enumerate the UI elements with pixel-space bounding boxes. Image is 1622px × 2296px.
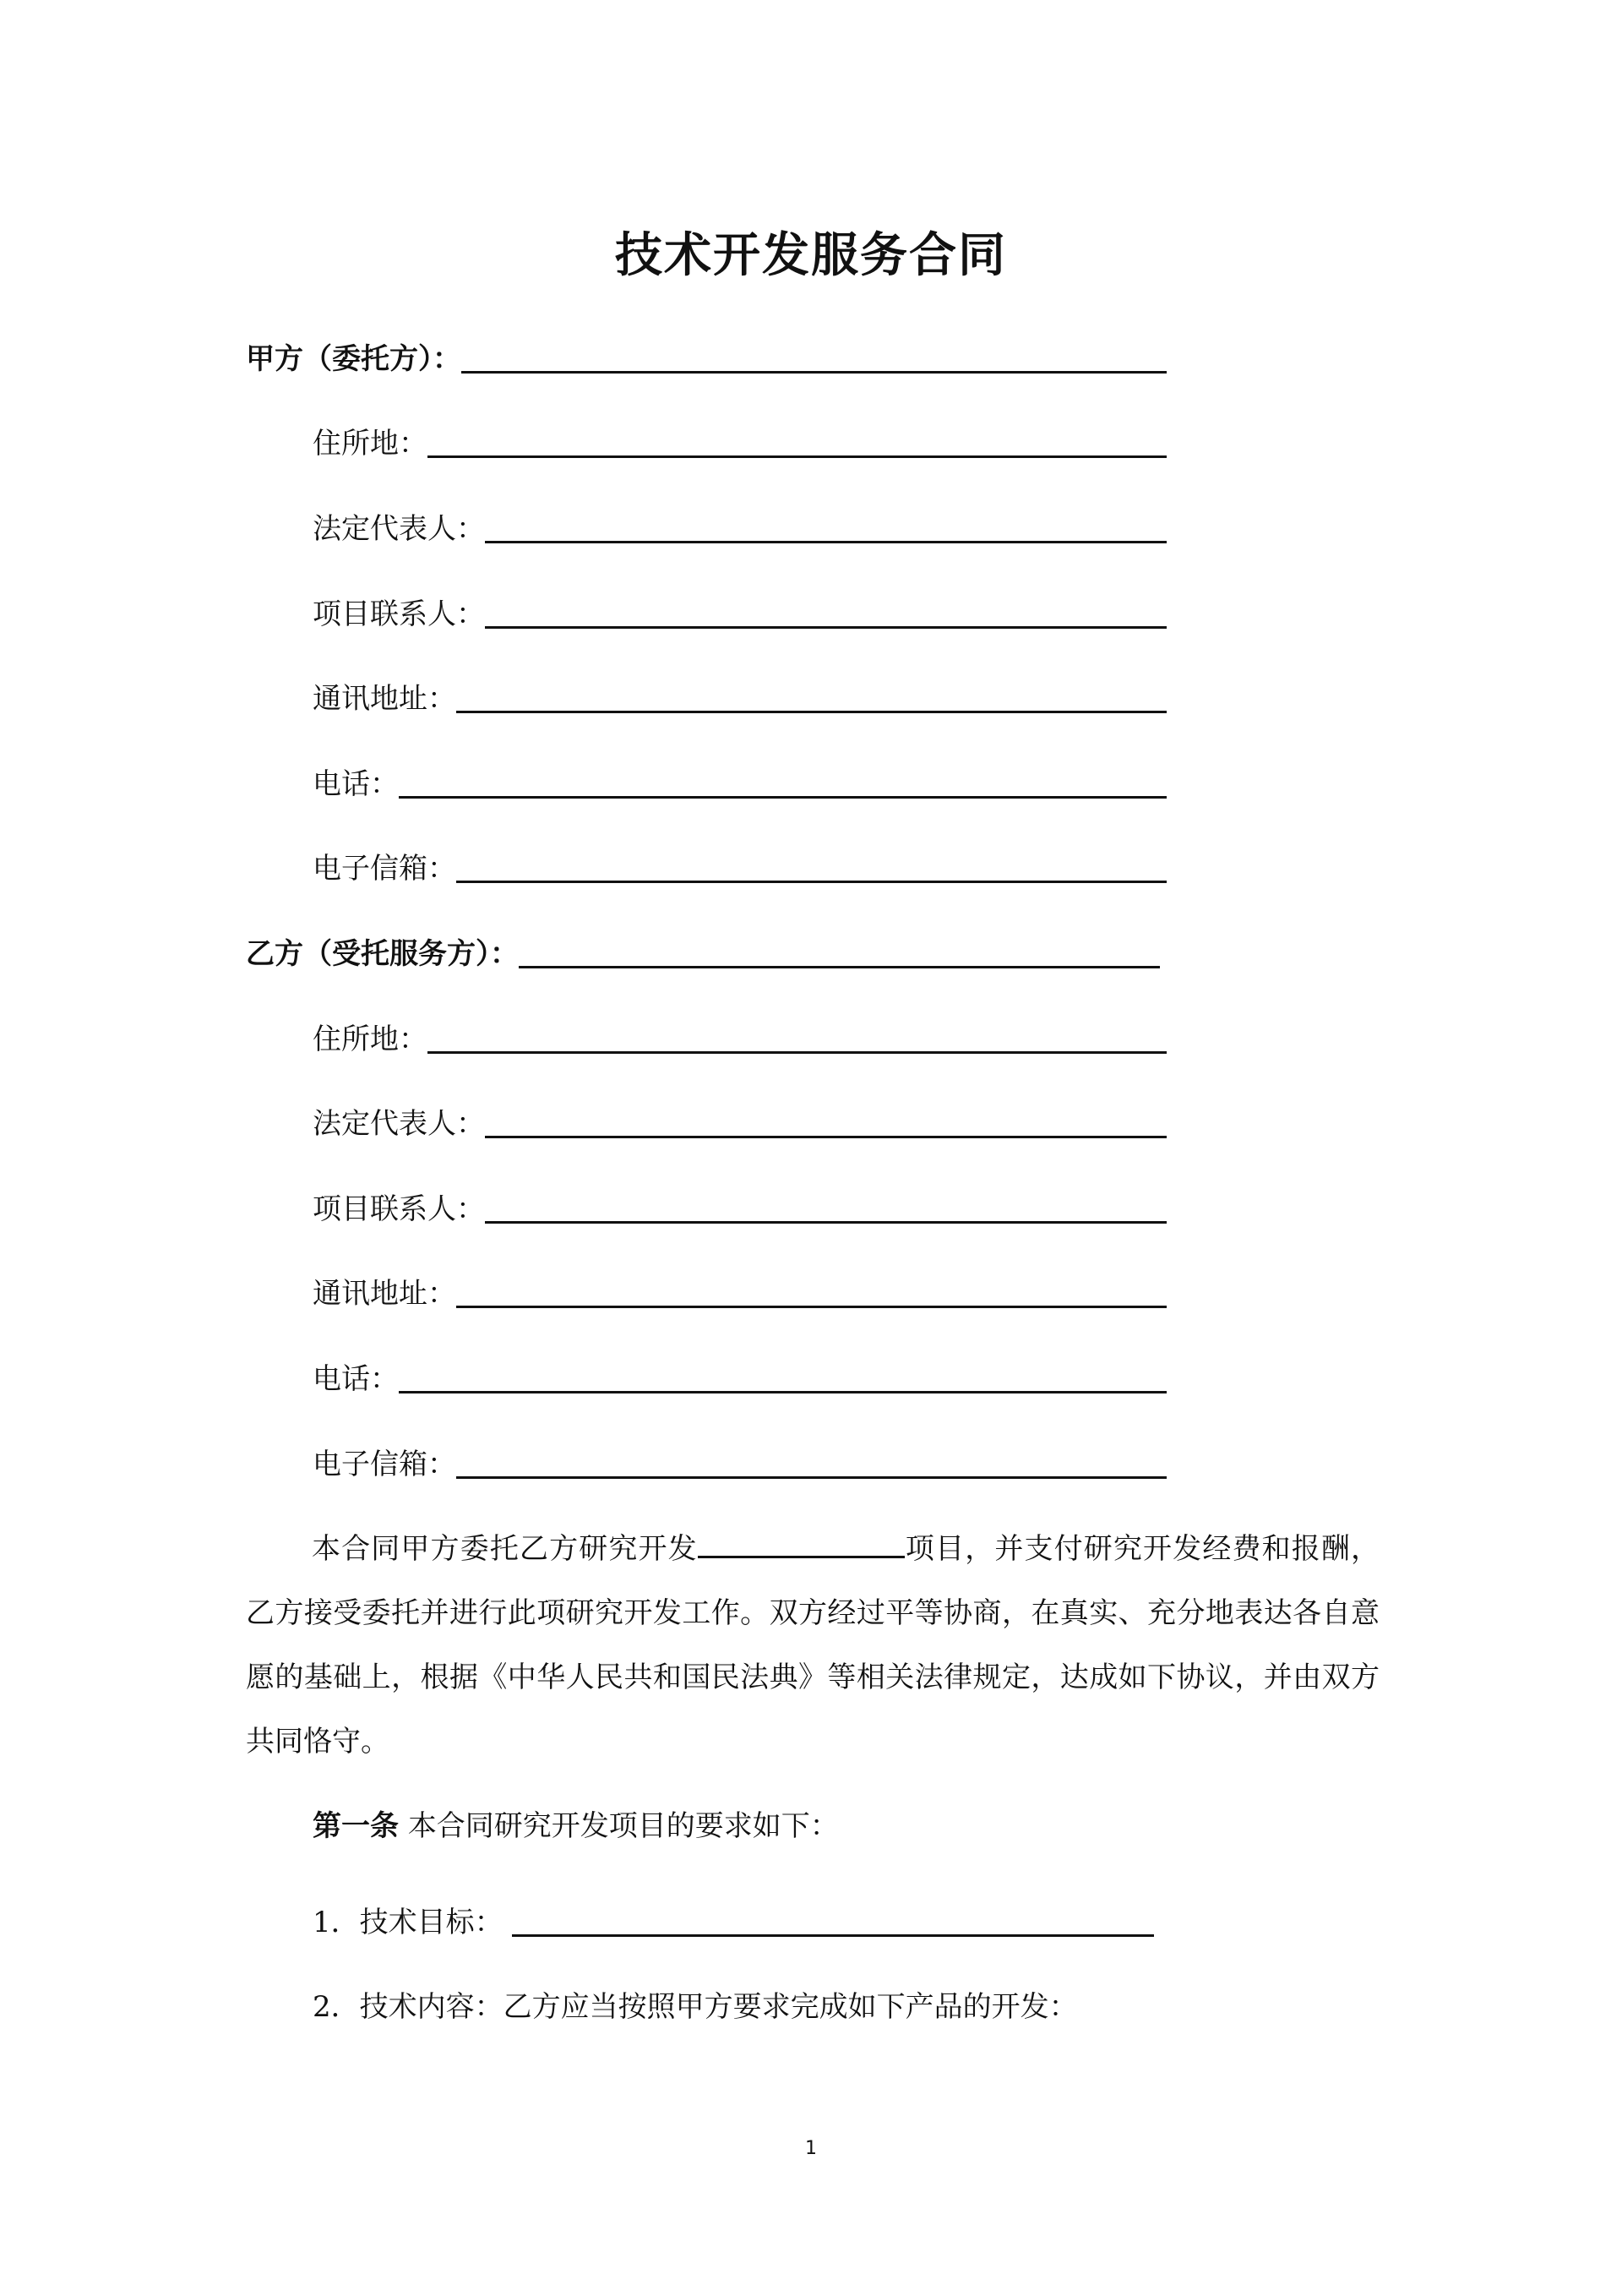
fill-line[interactable] [456,711,1167,713]
tech-target-line[interactable] [512,1934,1154,1937]
party-b-legal-rep-field[interactable] [313,1094,1167,1142]
party-b-name-line[interactable] [519,966,1160,968]
party-b-address-field[interactable] [313,1010,1167,1057]
page-number: 1 [805,2138,817,2159]
field-label: 电话： [313,1362,399,1396]
party-a-phone-field[interactable] [313,755,1167,802]
party-a-label: 甲方（委托方）： [246,342,461,376]
field-label: 住所地： [313,1023,427,1056]
document-title: 技术开发服务合同 [615,228,1007,283]
fill-line[interactable] [399,796,1167,799]
party-b-phone-field[interactable] [313,1350,1167,1397]
party-a-address-field[interactable] [313,414,1167,461]
party-a-email-field[interactable] [313,839,1167,886]
fill-line[interactable] [485,1136,1167,1138]
fill-line[interactable] [399,1391,1167,1393]
intro-text-rest: 项目，并支付研究开发经费和报酬，乙方接受委托并进行此项研究开发工作。双方经过平等协商，在真实、充分地表达各自意愿的基础上，根据《中华人民共和国民法典》等相关法律规定，达成如下协议，并由双方共同恪守。 [246,1532,1380,1759]
fill-line[interactable] [456,1476,1167,1479]
tech-target-label: 1．技术目标： [313,1906,503,1939]
party-a-mail-address-field[interactable] [313,669,1167,717]
party-b-email-field[interactable] [313,1435,1167,1482]
field-label: 电子信箱： [313,1448,456,1481]
party-a-legal-rep-field[interactable] [313,499,1167,547]
field-label: 项目联系人： [313,597,485,631]
intro-paragraph [246,1517,1380,1774]
party-b-label: 乙方（受托服务方）： [246,937,519,971]
field-label: 项目联系人： [313,1192,485,1226]
intro-text-start: 本合同甲方委托乙方研究开发 [312,1532,698,1566]
field-label: 住所地： [313,427,427,461]
fill-line[interactable] [456,1306,1167,1308]
article-1-heading: 第一条 [313,1809,399,1843]
party-a-contact-field[interactable] [313,585,1167,632]
party-b-mail-address-field[interactable] [313,1264,1167,1312]
fill-line[interactable] [485,626,1167,629]
fill-line[interactable] [427,1051,1167,1054]
field-label: 法定代表人： [313,512,485,546]
field-label: 电子信箱： [313,852,456,886]
fill-line[interactable] [485,1221,1167,1224]
party-b-name-field[interactable] [246,924,1160,972]
tech-target-field[interactable] [313,1893,1154,1940]
article-1-line [313,1808,839,1844]
fill-line[interactable] [456,881,1167,883]
party-a-name-field[interactable] [246,330,1167,377]
field-label: 通讯地址： [313,1277,456,1311]
tech-content-line: 2．技术内容：乙方应当按照甲方要求完成如下产品的开发： [313,1990,1078,2024]
project-name-blank[interactable] [698,1532,905,1558]
field-label: 电话： [313,767,399,801]
fill-line[interactable] [485,541,1167,543]
party-a-name-line[interactable] [461,371,1167,374]
field-label: 通讯地址： [313,682,456,716]
party-b-contact-field[interactable] [313,1180,1167,1227]
field-label: 法定代表人： [313,1107,485,1141]
article-1-text: 本合同研究开发项目的要求如下： [407,1809,839,1843]
fill-line[interactable] [427,455,1167,458]
